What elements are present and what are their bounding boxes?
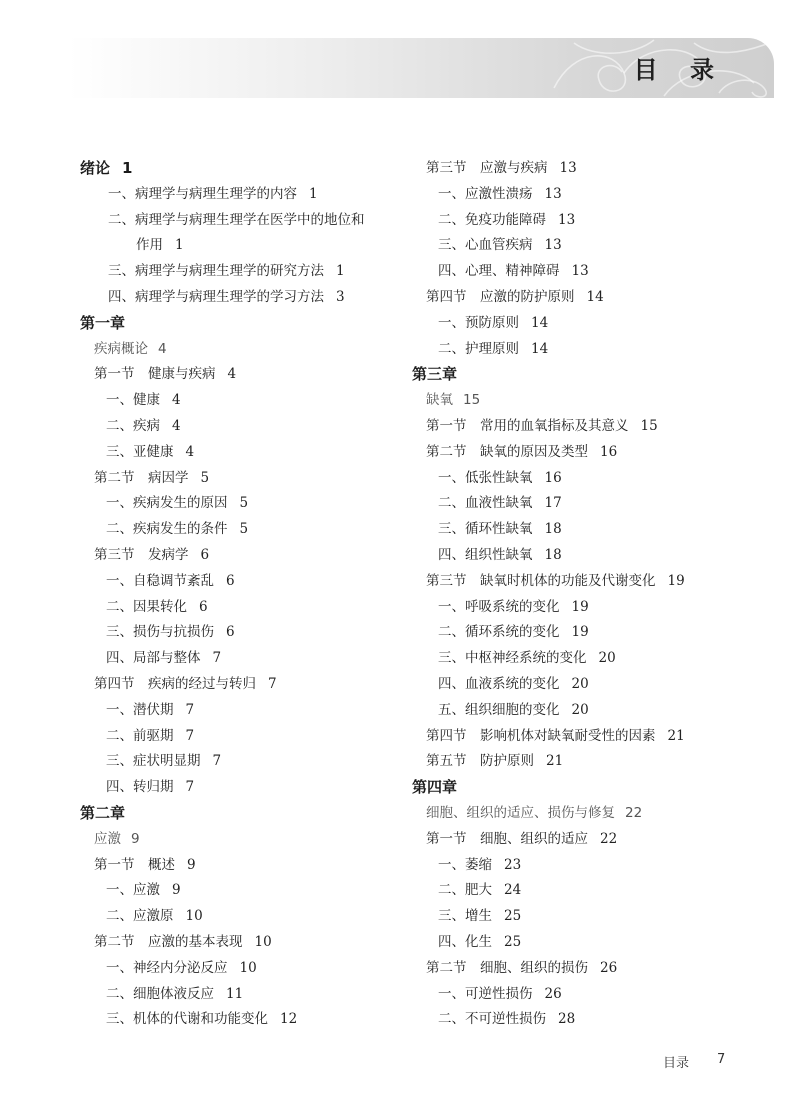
toc-entry-text: 第一节 概述 <box>94 856 175 873</box>
toc-entry-page: 19 <box>667 572 685 589</box>
toc-entry-page: 7 <box>212 753 222 770</box>
toc-entry-page: 6 <box>226 624 235 641</box>
toc-entry-item[interactable] <box>80 956 400 982</box>
toc-entry-item[interactable] <box>80 775 400 801</box>
toc-entry-chtitle[interactable] <box>80 827 400 853</box>
toc-entry-text: 第四节 应激的防护原则 <box>426 288 575 305</box>
toc-entry-text: 第一章 <box>80 313 126 332</box>
toc-entry-item[interactable] <box>412 646 772 672</box>
toc-entry-item[interactable] <box>412 672 772 698</box>
toc-entry-page: 22 <box>625 804 643 821</box>
toc-entry-section[interactable] <box>80 930 400 956</box>
toc-entry-text: 四、局部与整体 <box>106 650 201 667</box>
toc-entry-section[interactable] <box>412 749 772 775</box>
toc-entry-item[interactable] <box>80 414 400 440</box>
toc-right-column <box>412 156 772 1033</box>
page-title: 目 录 <box>633 56 726 84</box>
toc-entry-text: 一、应激 <box>106 882 160 899</box>
toc-left-column <box>80 156 400 1033</box>
toc-entry-text: 应激 <box>94 830 121 847</box>
toc-entry-text: 二、疾病发生的条件 <box>106 521 228 538</box>
toc-entry-text: 一、应激性溃疡 <box>438 185 533 202</box>
toc-entry-section[interactable] <box>412 156 772 182</box>
toc-entry-text: 第一节 健康与疾病 <box>94 366 216 383</box>
toc-entry-item[interactable] <box>412 517 772 543</box>
toc-entry-page: 5 <box>239 495 249 512</box>
toc-entry-text: 二、肥大 <box>438 882 492 899</box>
toc-entry-item[interactable] <box>412 208 772 234</box>
toc-entry-text: 第一节 细胞、组织的适应 <box>426 830 588 847</box>
toc-entry-page: 25 <box>504 908 522 925</box>
toc-entry-page: 6 <box>199 598 208 615</box>
toc-entry-item[interactable] <box>80 698 400 724</box>
toc-entry-page: 13 <box>558 211 576 228</box>
toc-entry-page: 4 <box>158 340 167 357</box>
toc-entry-item[interactable] <box>80 982 400 1008</box>
toc-entry-section[interactable] <box>80 466 400 492</box>
toc-entry-text: 一、潜伏期 <box>106 701 174 718</box>
toc-entry-page: 23 <box>504 856 522 873</box>
toc-entry-item[interactable] <box>80 388 400 414</box>
toc-entry-page: 25 <box>504 933 522 950</box>
toc-entry-page: 16 <box>600 443 618 460</box>
toc-entry-item[interactable] <box>80 595 400 621</box>
page-number: 7 <box>717 1052 726 1067</box>
toc-entry-item[interactable] <box>412 1007 772 1033</box>
toc-entry-item[interactable] <box>412 337 772 363</box>
toc-entry-item[interactable] <box>80 878 400 904</box>
toc-entry-text: 第四节 影响机体对缺氧耐受性的因素 <box>426 727 656 744</box>
toc-entry-text: 一、低张性缺氧 <box>438 469 533 486</box>
toc-entry-text: 三、损伤与抗损伤 <box>106 624 214 641</box>
toc-entry-text: 二、应激原 <box>106 908 174 925</box>
toc-entry-page: 28 <box>558 1011 576 1028</box>
toc-entry-section[interactable] <box>412 724 772 750</box>
toc-entry-item[interactable] <box>80 646 400 672</box>
toc-entry-text: 五、组织细胞的变化 <box>438 701 560 718</box>
toc-entry-item[interactable] <box>412 182 772 208</box>
toc-entry-text: 二、病理学与病理生理学在医学中的地位和 <box>108 211 365 228</box>
footer-label: 目录 <box>663 1056 690 1071</box>
toc-entry-section[interactable] <box>412 414 772 440</box>
toc-entry-item[interactable] <box>412 233 772 259</box>
toc-entry-text: 三、机体的代谢和功能变化 <box>106 1011 268 1028</box>
toc-entry-section[interactable] <box>412 569 772 595</box>
toc-entry-page: 9 <box>187 856 196 873</box>
toc-entry-page: 1 <box>309 185 318 202</box>
toc-entry-text: 细胞、组织的适应、损伤与修复 <box>426 804 615 821</box>
toc-entry-page: 14 <box>531 340 549 357</box>
toc-entry-page: 9 <box>131 830 140 847</box>
toc-entry-page: 19 <box>571 598 589 615</box>
toc-entry-page: 24 <box>504 882 522 899</box>
toc-entry-chtitle[interactable] <box>80 337 400 363</box>
toc-entry-page: 16 <box>544 469 562 486</box>
toc-entry-page: 11 <box>226 985 244 1002</box>
toc-entry-page: 13 <box>571 263 589 280</box>
toc-entry-chapter[interactable] <box>80 311 400 337</box>
toc-entry-page: 21 <box>667 727 685 744</box>
toc-entry-text: 二、免疫功能障碍 <box>438 211 546 228</box>
toc-entry-page: 7 <box>212 650 222 667</box>
toc-entry-page: 9 <box>172 882 181 899</box>
toc-entry-text: 第二节 细胞、组织的损伤 <box>426 959 588 976</box>
toc-entry-top-item[interactable] <box>80 285 400 311</box>
toc-entry-text: 三、病理学与病理生理学的研究方法 <box>108 263 324 280</box>
toc-entry-text: 第三节 缺氧时机体的功能及代谢变化 <box>426 572 656 589</box>
toc-entry-text: 一、萎缩 <box>438 856 492 873</box>
toc-entry-text: 二、护理原则 <box>438 340 519 357</box>
toc-entry-text: 四、血液系统的变化 <box>438 675 560 692</box>
toc-entry-text: 第四节 疾病的经过与转归 <box>94 675 256 692</box>
toc-entry-page: 20 <box>598 650 616 667</box>
toc-entry-text: 二、细胞体液反应 <box>106 985 214 1002</box>
toc-entry-item[interactable] <box>80 1007 400 1033</box>
toc-entry-text: 二、血液性缺氧 <box>438 495 533 512</box>
toc-entry-page: 4 <box>172 417 181 434</box>
toc-entry-page: 7 <box>268 675 277 692</box>
toc-entry-text: 三、亚健康 <box>106 443 174 460</box>
toc-entry-text: 二、疾病 <box>106 417 160 434</box>
toc-entry-text: 二、循环系统的变化 <box>438 624 560 641</box>
toc-entry-text: 第二节 缺氧的原因及类型 <box>426 443 588 460</box>
toc-entry-item[interactable] <box>80 749 400 775</box>
toc-entry-item[interactable] <box>412 311 772 337</box>
toc-entry-text: 四、心理、精神障碍 <box>438 263 560 280</box>
toc-entry-page: 4 <box>227 366 237 383</box>
toc-entry-page: 1 <box>122 159 133 177</box>
toc-entry-text: 疾病概论 <box>94 340 148 357</box>
toc-entry-text: 一、健康 <box>106 392 160 409</box>
toc-entry-chapter[interactable] <box>412 362 772 388</box>
toc-entry-page: 6 <box>226 572 235 589</box>
toc-entry-page: 12 <box>280 1011 298 1028</box>
toc-entry-section[interactable] <box>412 827 772 853</box>
toc-entry-text: 一、呼吸系统的变化 <box>438 598 560 615</box>
toc-entry-text: 第二章 <box>80 803 126 822</box>
toc-entry-item[interactable] <box>80 491 400 517</box>
toc-entry-text: 四、病理学与病理生理学的学习方法 <box>108 288 324 305</box>
toc-entry-item[interactable] <box>412 466 772 492</box>
header-banner <box>68 38 774 98</box>
toc-entry-item[interactable] <box>80 724 400 750</box>
toc-entry-item[interactable] <box>412 543 772 569</box>
toc-entry-text: 一、自稳调节紊乱 <box>106 572 214 589</box>
toc-entry-page: 5 <box>239 521 249 538</box>
toc-entry-page: 17 <box>544 495 562 512</box>
toc-entry-page: 6 <box>200 546 210 563</box>
toc-entry-section[interactable] <box>80 362 400 388</box>
toc-entry-top-item[interactable] <box>80 259 400 285</box>
toc-entry-item[interactable] <box>412 982 772 1008</box>
toc-entry-page: 26 <box>544 985 562 1002</box>
toc-entry-section[interactable] <box>412 285 772 311</box>
toc-entry-text: 一、病理学与病理生理学的内容 <box>108 185 297 202</box>
toc-entry-page: 13 <box>559 160 577 176</box>
toc-entry-text: 二、不可逆性损伤 <box>438 1011 546 1028</box>
toc-entry-item[interactable] <box>412 930 772 956</box>
toc-entry-text: 三、心血管疾病 <box>438 237 533 254</box>
toc-entry-chapter[interactable] <box>80 801 400 827</box>
toc-entry-text: 二、前驱期 <box>106 727 174 744</box>
toc-entry-page: 18 <box>544 521 562 538</box>
toc-entry-text: 绪论 <box>80 159 111 177</box>
toc-entry-text: 第四章 <box>412 778 458 797</box>
toc-entry-item[interactable] <box>80 620 400 646</box>
toc-entry-chtitle[interactable] <box>412 801 772 827</box>
toc-entry-cont[interactable] <box>80 233 400 259</box>
toc-entry-page: 22 <box>600 830 618 847</box>
toc-entry-item[interactable] <box>412 259 772 285</box>
toc-entry-text: 第二节 应激的基本表现 <box>94 933 243 950</box>
toc-entry-item[interactable] <box>80 904 400 930</box>
toc-entry-item[interactable] <box>412 904 772 930</box>
toc-entry-item[interactable] <box>80 517 400 543</box>
toc-entry-item[interactable] <box>412 491 772 517</box>
toc-entry-section[interactable] <box>80 543 400 569</box>
toc-entry-page: 10 <box>185 908 203 925</box>
toc-entry-text: 第一节 常用的血氧指标及其意义 <box>426 417 629 434</box>
toc-entry-page: 3 <box>336 288 345 305</box>
toc-entry-text: 三、症状明显期 <box>106 753 201 770</box>
toc-entry-item[interactable] <box>412 853 772 879</box>
toc-entry-chapter[interactable] <box>412 775 772 801</box>
toc-entry-text: 四、组织性缺氧 <box>438 546 533 563</box>
toc-entry-page: 5 <box>200 469 210 486</box>
toc-entry-item[interactable] <box>412 698 772 724</box>
toc-entry-page: 13 <box>544 185 562 202</box>
toc-entry-text: 一、疾病发生的原因 <box>106 495 228 512</box>
toc-entry-page: 4 <box>172 392 181 409</box>
toc-entry-page: 10 <box>239 959 257 976</box>
toc-entry-section[interactable] <box>80 853 400 879</box>
toc-entry-item[interactable] <box>412 620 772 646</box>
toc-entry-text: 四、化生 <box>438 933 492 950</box>
toc-entry-text: 三、中枢神经系统的变化 <box>438 650 587 667</box>
toc-entry-page: 19 <box>571 624 589 641</box>
toc-entry-page: 26 <box>600 959 618 976</box>
toc-entry-page: 1 <box>175 237 184 254</box>
toc-entry-text: 缺氧 <box>426 392 453 409</box>
toc-entry-top-item[interactable] <box>80 208 400 234</box>
toc-entry-page: 18 <box>544 546 562 563</box>
toc-entry-page: 7 <box>185 779 195 796</box>
toc-entry-text: 三、循环性缺氧 <box>438 521 533 538</box>
toc-entry-text: 一、神经内分泌反应 <box>106 959 228 976</box>
toc-entry-item[interactable] <box>412 878 772 904</box>
toc-entry-page: 7 <box>185 701 195 718</box>
toc-entry-text: 二、因果转化 <box>106 598 187 615</box>
toc-entry-page: 20 <box>571 675 589 692</box>
toc-entry-page: 1 <box>336 263 345 280</box>
toc-entry-item[interactable] <box>412 595 772 621</box>
toc-entry-page: 7 <box>185 727 195 744</box>
toc-entry-text: 作用 <box>136 237 163 254</box>
toc-entry-text: 一、预防原则 <box>438 314 519 331</box>
toc-entry-top-item[interactable] <box>80 182 400 208</box>
toc-entry-section[interactable] <box>412 440 772 466</box>
toc-entry-page: 15 <box>463 392 481 409</box>
toc-entry-item[interactable] <box>80 440 400 466</box>
toc-entry-text: 第三章 <box>412 365 458 384</box>
toc-entry-text: 第三节 发病学 <box>94 546 189 563</box>
toc-entry-section[interactable] <box>412 956 772 982</box>
toc-entry-text: 第五节 防护原则 <box>426 753 534 770</box>
toc-entry-page: 20 <box>571 701 589 718</box>
toc-entry-text: 第三节 应激与疾病 <box>426 160 548 176</box>
toc-entry-section[interactable] <box>80 672 400 698</box>
toc-entry-page: 14 <box>586 288 604 305</box>
toc-entry-page: 21 <box>546 753 564 770</box>
toc-entry-text: 第二节 病因学 <box>94 469 189 486</box>
toc-entry-page: 13 <box>544 237 562 254</box>
toc-entry-chtitle[interactable] <box>412 388 772 414</box>
toc-entry-part[interactable] <box>80 156 400 182</box>
toc-entry-text: 三、增生 <box>438 908 492 925</box>
toc-entry-text: 四、转归期 <box>106 779 174 796</box>
toc-entry-item[interactable] <box>80 569 400 595</box>
toc-entry-page: 4 <box>185 443 195 460</box>
toc-entry-page: 15 <box>640 417 658 434</box>
toc-entry-page: 14 <box>531 314 549 331</box>
toc-entry-page: 10 <box>254 933 272 950</box>
toc-entry-text: 一、可逆性损伤 <box>438 985 533 1002</box>
